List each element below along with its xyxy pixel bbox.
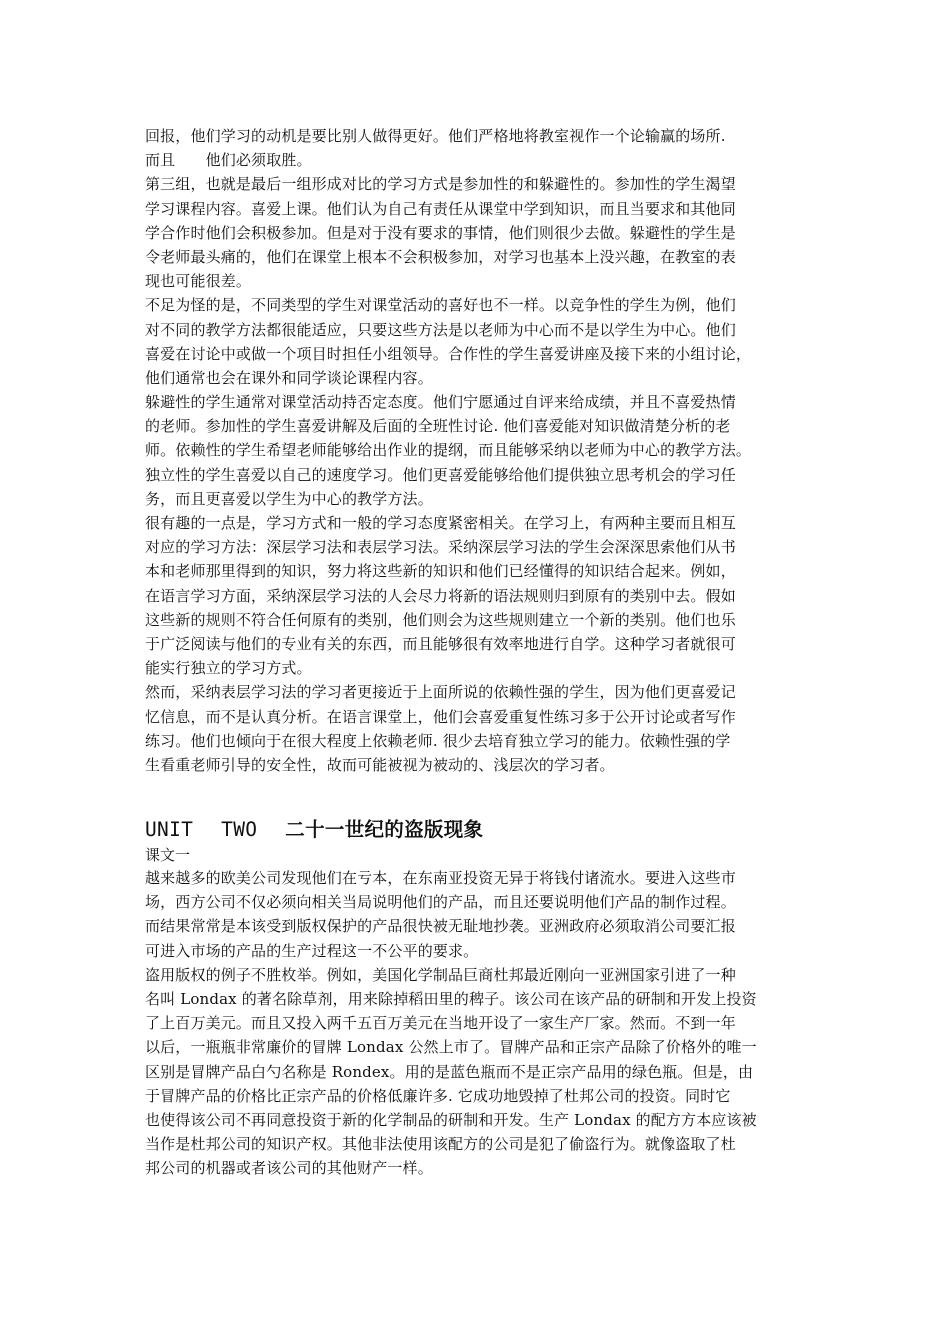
text-line: 也使得该公司不再同意投资于新的化学制品的研制和开发。生产 Londax 的配方方本应该被 — [145, 1110, 757, 1129]
text-line: 务，而且更喜爱以学生为中心的教学方法。 — [145, 489, 433, 508]
text-line: 而结果常常是本该受到版权保护的产品很快被无耻地抄袭。亚洲政府必须取消公司要汇报 — [145, 917, 736, 936]
unit-word: UNIT — [145, 818, 194, 842]
unit-title: 二十一世纪的盗版现象 — [285, 818, 484, 842]
text-line: 当作是杜邦公司的知识产权。其他非法使用该配方的公司是犯了偷盗行为。就像盗取了杜 — [145, 1135, 736, 1154]
text-line: 躲避性的学生通常对课堂活动持否定态度。他们宁愿通过自评来给成绩，并且不喜爱热情 — [145, 393, 736, 412]
text-line: 于冒牌产品的价格比正宗产品的价格低廉许多. 它成功地毁掉了杜邦公司的投资。同时它 — [145, 1086, 731, 1105]
page-content — [145, 124, 810, 1181]
text-line: 能实行独立的学习方式。 — [145, 659, 312, 678]
text-line: 第三组，也就是最后一组形成对比的学习方式是参加性的和躲避性的。参加性的学生渴望 — [145, 175, 736, 194]
text-line: 喜爱在讨论中或做一个项目时担任小组领导。合作性的学生喜爱讲座及接下来的小组讨论， — [145, 344, 752, 363]
text-line: 邦公司的机器或者该公司的其他财产一样。 — [145, 1159, 433, 1178]
text-line: 师。依赖性的学生希望老师能够给出作业的提纲，而且能够采纳以老师为中心的教学方法。 — [145, 441, 752, 460]
text-line: 回报，他们学习的动机是要比别人做得更好。他们严格地将教室视作一个论输赢的场所. — [145, 127, 726, 145]
text-line: 于广泛阅读与他们的专业有关的东西，而且能够很有效率地进行自学。这种学习者就很可 — [145, 634, 736, 653]
unit-heading — [145, 817, 810, 843]
text-line: 不足为怪的是，不同类型的学生对课堂活动的喜好也不一样。以竞争性的学生为例，他们 — [145, 296, 736, 315]
text-line: 本和老师那里得到的知识，努力将这些新的知识和他们已经懂得的知识结合起来。例如， — [145, 562, 736, 581]
text-line: 以后，一瓶瓶非常廉价的冒牌 Londax 公然上市了。冒牌产品和正宗产品除了价格外的唯一 — [145, 1038, 757, 1057]
text-line: 可进入市场的产品的生产过程这一不公平的要求。 — [145, 941, 479, 960]
text-line: 很有趣的一点是，学习方式和一般的学习态度紧密相关。在学习上，有两种主要而且相互 — [145, 514, 736, 532]
text-line: 的老师。参加性的学生喜爱讲解及后面的全班性讨论. 他们喜爱能对知识做清楚分析的老 — [145, 417, 731, 436]
text-line: 了上百万美元。而且又投入两千五百万美元在当地开设了一家生产厂家。然而。不到一年 — [145, 1014, 736, 1033]
text-line: 然而，采纳表层学习法的学习者更接近于上面所说的依赖性强的学生，因为他们更喜爱记 — [145, 683, 736, 702]
text-line: 现也可能很差。 — [145, 272, 252, 291]
text-line: 这些新的规则不符合任何原有的类别，他们则会为这些规则建立一个新的类别。他们也乐 — [145, 610, 736, 629]
section-two-text — [145, 866, 810, 1180]
text-line: 区别是冒牌产品白勺名称是 Rondex。用的是蓝色瓶而不是正宗产品用的绿色瓶。但是，由 — [145, 1062, 754, 1081]
text-line: 独立性的学生喜爱以自己的速度学习。他们更喜爱能够给他们提供独立思考机会的学习任 — [145, 465, 736, 484]
text-line: 盗用版权的例子不胜枚举。例如，美国化学制品巨商杜邦最近刚向一亚洲国家引进了一种 — [145, 965, 736, 984]
text-line: 学合作时他们会积极参加。但是对于没有要求的事情，他们则很少去做。躲避性的学生是 — [145, 223, 736, 242]
section-label: 课文一 — [145, 846, 191, 865]
text-line: 场，西方公司不仅必须向相关当局说明他们的产品，而且还要说明他们产品的制作过程。 — [145, 893, 736, 912]
unit-number: TWO — [221, 818, 258, 842]
text-line: 名叫 Londax 的著名除草剂，用来除掉稻田里的稗子。该公司在该产品的研制和开发上投资 — [145, 990, 757, 1008]
text-line: 而且 他们必须取胜。 — [145, 151, 312, 170]
text-line: 忆信息，而不是认真分析。在语言课堂上，他们会喜爱重复性练习多于公开讨论或者写作 — [145, 707, 736, 726]
text-line: 练习。他们也倾向于在很大程度上依赖老师. 很少去培育独立学习的能力。依赖性强的学 — [145, 731, 731, 750]
text-line: 对应的学习方法：深层学习法和表层学习法。采纳深层学习法的学生会深深思索他们从书 — [145, 538, 736, 557]
text-line: 学习课程内容。喜爱上课。他们认为自己有责任从课堂中学到知识，而且当要求和其他同 — [145, 199, 736, 218]
text-line: 对不同的教学方法都很能适应，只要这些方法是以老师为中心而不是以学生为中心。他们 — [145, 320, 736, 339]
text-line: 他们通常也会在课外和同学谈论课程内容。 — [145, 368, 433, 387]
text-line: 令老师最头痛的，他们在课堂上根本不会积极参加，对学习也基本上没兴趣，在教室的表 — [145, 247, 736, 266]
text-line: 在语言学习方面，采纳深层学习法的人会尽力将新的语法规则归到原有的类别中去。假如 — [145, 586, 736, 605]
text-line: 越来越多的欧美公司发现他们在亏本，在东南亚投资无异于将钱付诸流水。要进入这些市 — [145, 869, 736, 888]
section-one-text — [145, 124, 810, 777]
text-line: 生看重老师引导的安全性，故而可能被视为被动的、浅层次的学习者。 — [145, 755, 615, 774]
